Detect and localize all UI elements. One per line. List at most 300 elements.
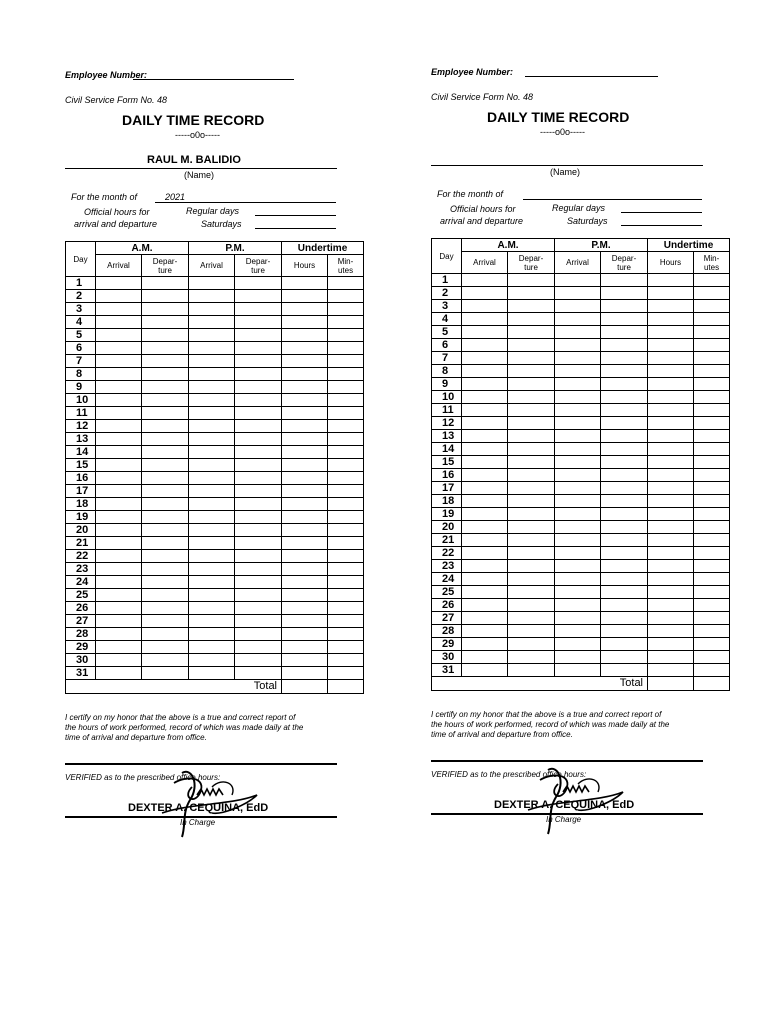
am-arrival-cell[interactable] xyxy=(96,316,142,329)
pm-departure-cell[interactable] xyxy=(235,576,282,589)
am-arrival-cell[interactable] xyxy=(462,430,508,443)
pm-arrival-cell[interactable] xyxy=(189,667,235,680)
undertime-minutes-cell[interactable] xyxy=(694,287,730,300)
undertime-minutes-cell[interactable] xyxy=(694,339,730,352)
pm-arrival-cell[interactable] xyxy=(555,482,601,495)
am-departure-cell[interactable] xyxy=(142,303,189,316)
undertime-hours-cell[interactable] xyxy=(648,625,694,638)
undertime-minutes-cell[interactable] xyxy=(694,443,730,456)
undertime-hours-cell[interactable] xyxy=(282,433,328,446)
undertime-minutes-cell[interactable] xyxy=(694,404,730,417)
am-arrival-cell[interactable] xyxy=(96,355,142,368)
am-departure-cell[interactable] xyxy=(142,524,189,537)
am-departure-cell[interactable] xyxy=(142,394,189,407)
am-departure-cell[interactable] xyxy=(142,654,189,667)
undertime-hours-cell[interactable] xyxy=(282,602,328,615)
am-departure-cell[interactable] xyxy=(508,339,555,352)
pm-departure-cell[interactable] xyxy=(235,563,282,576)
am-arrival-cell[interactable] xyxy=(96,537,142,550)
pm-departure-cell[interactable] xyxy=(601,651,648,664)
pm-departure-cell[interactable] xyxy=(601,300,648,313)
pm-arrival-cell[interactable] xyxy=(555,404,601,417)
undertime-minutes-cell[interactable] xyxy=(328,641,364,654)
am-arrival-cell[interactable] xyxy=(96,433,142,446)
undertime-hours-cell[interactable] xyxy=(648,365,694,378)
am-arrival-cell[interactable] xyxy=(462,352,508,365)
pm-arrival-cell[interactable] xyxy=(189,420,235,433)
undertime-hours-cell[interactable] xyxy=(648,352,694,365)
am-arrival-cell[interactable] xyxy=(462,300,508,313)
am-departure-cell[interactable] xyxy=(508,300,555,313)
total-hours-cell[interactable] xyxy=(648,677,694,691)
am-arrival-cell[interactable] xyxy=(462,456,508,469)
pm-departure-cell[interactable] xyxy=(235,641,282,654)
pm-departure-cell[interactable] xyxy=(235,277,282,290)
am-departure-cell[interactable] xyxy=(508,495,555,508)
am-arrival-cell[interactable] xyxy=(96,459,142,472)
am-arrival-cell[interactable] xyxy=(96,277,142,290)
am-arrival-cell[interactable] xyxy=(96,524,142,537)
undertime-hours-cell[interactable] xyxy=(282,654,328,667)
pm-departure-cell[interactable] xyxy=(235,303,282,316)
pm-arrival-cell[interactable] xyxy=(189,446,235,459)
pm-departure-cell[interactable] xyxy=(235,524,282,537)
pm-departure-cell[interactable] xyxy=(235,485,282,498)
pm-departure-cell[interactable] xyxy=(235,459,282,472)
pm-departure-cell[interactable] xyxy=(601,534,648,547)
pm-departure-cell[interactable] xyxy=(235,537,282,550)
undertime-minutes-cell[interactable] xyxy=(694,482,730,495)
am-arrival-cell[interactable] xyxy=(462,391,508,404)
am-departure-cell[interactable] xyxy=(142,511,189,524)
undertime-minutes-cell[interactable] xyxy=(694,274,730,287)
undertime-hours-cell[interactable] xyxy=(648,469,694,482)
undertime-minutes-cell[interactable] xyxy=(328,511,364,524)
pm-arrival-cell[interactable] xyxy=(555,365,601,378)
am-departure-cell[interactable] xyxy=(142,342,189,355)
am-departure-cell[interactable] xyxy=(508,326,555,339)
pm-departure-cell[interactable] xyxy=(601,443,648,456)
undertime-hours-cell[interactable] xyxy=(282,472,328,485)
am-departure-cell[interactable] xyxy=(508,378,555,391)
undertime-minutes-cell[interactable] xyxy=(328,329,364,342)
am-arrival-cell[interactable] xyxy=(96,498,142,511)
undertime-hours-cell[interactable] xyxy=(282,446,328,459)
am-arrival-cell[interactable] xyxy=(96,394,142,407)
pm-departure-cell[interactable] xyxy=(235,472,282,485)
pm-arrival-cell[interactable] xyxy=(189,277,235,290)
pm-arrival-cell[interactable] xyxy=(189,355,235,368)
pm-arrival-cell[interactable] xyxy=(189,459,235,472)
undertime-hours-cell[interactable] xyxy=(282,316,328,329)
pm-arrival-cell[interactable] xyxy=(555,430,601,443)
undertime-hours-cell[interactable] xyxy=(282,381,328,394)
am-departure-cell[interactable] xyxy=(142,589,189,602)
am-arrival-cell[interactable] xyxy=(462,339,508,352)
undertime-minutes-cell[interactable] xyxy=(694,612,730,625)
am-arrival-cell[interactable] xyxy=(96,329,142,342)
undertime-hours-cell[interactable] xyxy=(648,430,694,443)
undertime-hours-cell[interactable] xyxy=(282,407,328,420)
pm-arrival-cell[interactable] xyxy=(555,274,601,287)
undertime-hours-cell[interactable] xyxy=(282,615,328,628)
pm-arrival-cell[interactable] xyxy=(555,508,601,521)
undertime-hours-cell[interactable] xyxy=(282,576,328,589)
pm-arrival-cell[interactable] xyxy=(555,326,601,339)
am-arrival-cell[interactable] xyxy=(96,290,142,303)
am-arrival-cell[interactable] xyxy=(96,550,142,563)
pm-arrival-cell[interactable] xyxy=(555,638,601,651)
undertime-hours-cell[interactable] xyxy=(648,482,694,495)
regular-days-field[interactable] xyxy=(255,215,336,216)
am-arrival-cell[interactable] xyxy=(96,589,142,602)
am-departure-cell[interactable] xyxy=(142,381,189,394)
am-departure-cell[interactable] xyxy=(508,638,555,651)
am-departure-cell[interactable] xyxy=(142,368,189,381)
pm-arrival-cell[interactable] xyxy=(189,654,235,667)
undertime-minutes-cell[interactable] xyxy=(694,664,730,677)
undertime-minutes-cell[interactable] xyxy=(328,381,364,394)
pm-departure-cell[interactable] xyxy=(235,498,282,511)
pm-departure-cell[interactable] xyxy=(601,573,648,586)
pm-departure-cell[interactable] xyxy=(235,550,282,563)
am-arrival-cell[interactable] xyxy=(96,641,142,654)
pm-departure-cell[interactable] xyxy=(235,420,282,433)
am-departure-cell[interactable] xyxy=(508,612,555,625)
undertime-minutes-cell[interactable] xyxy=(328,589,364,602)
am-departure-cell[interactable] xyxy=(508,352,555,365)
am-departure-cell[interactable] xyxy=(142,459,189,472)
pm-arrival-cell[interactable] xyxy=(555,469,601,482)
undertime-minutes-cell[interactable] xyxy=(694,495,730,508)
pm-departure-cell[interactable] xyxy=(235,290,282,303)
pm-arrival-cell[interactable] xyxy=(555,664,601,677)
pm-departure-cell[interactable] xyxy=(601,469,648,482)
pm-arrival-cell[interactable] xyxy=(555,339,601,352)
undertime-minutes-cell[interactable] xyxy=(328,498,364,511)
am-departure-cell[interactable] xyxy=(508,625,555,638)
pm-departure-cell[interactable] xyxy=(235,628,282,641)
undertime-minutes-cell[interactable] xyxy=(328,433,364,446)
am-arrival-cell[interactable] xyxy=(96,407,142,420)
undertime-minutes-cell[interactable] xyxy=(694,638,730,651)
pm-arrival-cell[interactable] xyxy=(189,511,235,524)
undertime-minutes-cell[interactable] xyxy=(328,537,364,550)
pm-arrival-cell[interactable] xyxy=(189,537,235,550)
pm-arrival-cell[interactable] xyxy=(189,342,235,355)
undertime-hours-cell[interactable] xyxy=(648,651,694,664)
undertime-hours-cell[interactable] xyxy=(648,664,694,677)
undertime-minutes-cell[interactable] xyxy=(694,521,730,534)
am-arrival-cell[interactable] xyxy=(96,511,142,524)
am-arrival-cell[interactable] xyxy=(96,303,142,316)
am-departure-cell[interactable] xyxy=(508,313,555,326)
am-departure-cell[interactable] xyxy=(142,563,189,576)
undertime-hours-cell[interactable] xyxy=(282,303,328,316)
undertime-minutes-cell[interactable] xyxy=(694,391,730,404)
undertime-minutes-cell[interactable] xyxy=(694,534,730,547)
pm-arrival-cell[interactable] xyxy=(555,300,601,313)
undertime-hours-cell[interactable] xyxy=(648,274,694,287)
undertime-minutes-cell[interactable] xyxy=(328,550,364,563)
pm-arrival-cell[interactable] xyxy=(555,495,601,508)
undertime-hours-cell[interactable] xyxy=(282,420,328,433)
pm-arrival-cell[interactable] xyxy=(555,651,601,664)
pm-departure-cell[interactable] xyxy=(601,638,648,651)
total-hours-cell[interactable] xyxy=(282,680,328,694)
pm-arrival-cell[interactable] xyxy=(555,352,601,365)
pm-departure-cell[interactable] xyxy=(235,407,282,420)
pm-arrival-cell[interactable] xyxy=(189,485,235,498)
pm-arrival-cell[interactable] xyxy=(555,456,601,469)
pm-departure-cell[interactable] xyxy=(601,274,648,287)
am-arrival-cell[interactable] xyxy=(462,326,508,339)
am-arrival-cell[interactable] xyxy=(96,654,142,667)
undertime-hours-cell[interactable] xyxy=(648,495,694,508)
undertime-minutes-cell[interactable] xyxy=(328,563,364,576)
am-departure-cell[interactable] xyxy=(508,365,555,378)
pm-arrival-cell[interactable] xyxy=(555,287,601,300)
pm-arrival-cell[interactable] xyxy=(189,524,235,537)
am-arrival-cell[interactable] xyxy=(462,287,508,300)
undertime-hours-cell[interactable] xyxy=(282,524,328,537)
undertime-hours-cell[interactable] xyxy=(648,534,694,547)
undertime-minutes-cell[interactable] xyxy=(328,472,364,485)
undertime-hours-cell[interactable] xyxy=(648,612,694,625)
am-departure-cell[interactable] xyxy=(142,576,189,589)
undertime-minutes-cell[interactable] xyxy=(694,365,730,378)
am-departure-cell[interactable] xyxy=(142,433,189,446)
undertime-minutes-cell[interactable] xyxy=(694,560,730,573)
pm-departure-cell[interactable] xyxy=(601,664,648,677)
am-arrival-cell[interactable] xyxy=(462,625,508,638)
pm-arrival-cell[interactable] xyxy=(189,303,235,316)
pm-departure-cell[interactable] xyxy=(601,495,648,508)
pm-departure-cell[interactable] xyxy=(601,599,648,612)
pm-departure-cell[interactable] xyxy=(601,378,648,391)
name-line[interactable] xyxy=(431,165,703,166)
undertime-minutes-cell[interactable] xyxy=(694,586,730,599)
pm-departure-cell[interactable] xyxy=(235,511,282,524)
am-departure-cell[interactable] xyxy=(142,628,189,641)
am-departure-cell[interactable] xyxy=(508,456,555,469)
am-departure-cell[interactable] xyxy=(508,521,555,534)
pm-departure-cell[interactable] xyxy=(235,446,282,459)
undertime-hours-cell[interactable] xyxy=(648,287,694,300)
undertime-hours-cell[interactable] xyxy=(282,628,328,641)
am-arrival-cell[interactable] xyxy=(96,446,142,459)
am-departure-cell[interactable] xyxy=(508,391,555,404)
month-field[interactable] xyxy=(155,202,336,203)
am-departure-cell[interactable] xyxy=(508,547,555,560)
am-departure-cell[interactable] xyxy=(508,586,555,599)
am-arrival-cell[interactable] xyxy=(96,563,142,576)
am-departure-cell[interactable] xyxy=(508,651,555,664)
undertime-hours-cell[interactable] xyxy=(282,329,328,342)
pm-departure-cell[interactable] xyxy=(235,381,282,394)
am-departure-cell[interactable] xyxy=(508,274,555,287)
am-arrival-cell[interactable] xyxy=(462,508,508,521)
am-departure-cell[interactable] xyxy=(508,417,555,430)
pm-departure-cell[interactable] xyxy=(601,456,648,469)
undertime-minutes-cell[interactable] xyxy=(328,342,364,355)
saturdays-field[interactable] xyxy=(621,225,702,226)
am-departure-cell[interactable] xyxy=(508,287,555,300)
pm-departure-cell[interactable] xyxy=(601,612,648,625)
pm-arrival-cell[interactable] xyxy=(189,615,235,628)
am-arrival-cell[interactable] xyxy=(96,667,142,680)
undertime-hours-cell[interactable] xyxy=(648,404,694,417)
undertime-hours-cell[interactable] xyxy=(282,498,328,511)
undertime-hours-cell[interactable] xyxy=(648,417,694,430)
am-arrival-cell[interactable] xyxy=(462,274,508,287)
undertime-minutes-cell[interactable] xyxy=(694,469,730,482)
am-departure-cell[interactable] xyxy=(508,404,555,417)
pm-departure-cell[interactable] xyxy=(601,326,648,339)
pm-arrival-cell[interactable] xyxy=(189,316,235,329)
pm-arrival-cell[interactable] xyxy=(189,628,235,641)
am-arrival-cell[interactable] xyxy=(462,417,508,430)
am-arrival-cell[interactable] xyxy=(96,628,142,641)
am-arrival-cell[interactable] xyxy=(96,485,142,498)
undertime-hours-cell[interactable] xyxy=(282,394,328,407)
undertime-minutes-cell[interactable] xyxy=(694,300,730,313)
pm-departure-cell[interactable] xyxy=(601,391,648,404)
pm-departure-cell[interactable] xyxy=(601,430,648,443)
undertime-minutes-cell[interactable] xyxy=(694,313,730,326)
undertime-hours-cell[interactable] xyxy=(648,638,694,651)
undertime-hours-cell[interactable] xyxy=(648,586,694,599)
undertime-minutes-cell[interactable] xyxy=(328,290,364,303)
pm-departure-cell[interactable] xyxy=(601,625,648,638)
am-arrival-cell[interactable] xyxy=(462,651,508,664)
regular-days-field[interactable] xyxy=(621,212,702,213)
am-departure-cell[interactable] xyxy=(508,430,555,443)
am-departure-cell[interactable] xyxy=(142,316,189,329)
undertime-minutes-cell[interactable] xyxy=(694,625,730,638)
undertime-minutes-cell[interactable] xyxy=(328,368,364,381)
pm-departure-cell[interactable] xyxy=(235,329,282,342)
pm-arrival-cell[interactable] xyxy=(555,573,601,586)
am-departure-cell[interactable] xyxy=(508,443,555,456)
am-departure-cell[interactable] xyxy=(508,573,555,586)
pm-departure-cell[interactable] xyxy=(235,316,282,329)
am-departure-cell[interactable] xyxy=(508,534,555,547)
pm-departure-cell[interactable] xyxy=(235,368,282,381)
pm-arrival-cell[interactable] xyxy=(189,394,235,407)
undertime-hours-cell[interactable] xyxy=(282,589,328,602)
undertime-minutes-cell[interactable] xyxy=(694,378,730,391)
pm-arrival-cell[interactable] xyxy=(555,443,601,456)
undertime-hours-cell[interactable] xyxy=(648,326,694,339)
pm-departure-cell[interactable] xyxy=(235,654,282,667)
undertime-minutes-cell[interactable] xyxy=(328,485,364,498)
am-departure-cell[interactable] xyxy=(508,482,555,495)
am-departure-cell[interactable] xyxy=(508,664,555,677)
pm-departure-cell[interactable] xyxy=(601,560,648,573)
pm-arrival-cell[interactable] xyxy=(555,625,601,638)
undertime-minutes-cell[interactable] xyxy=(328,576,364,589)
pm-arrival-cell[interactable] xyxy=(555,547,601,560)
pm-arrival-cell[interactable] xyxy=(189,433,235,446)
am-departure-cell[interactable] xyxy=(508,560,555,573)
am-departure-cell[interactable] xyxy=(142,472,189,485)
pm-arrival-cell[interactable] xyxy=(189,290,235,303)
am-arrival-cell[interactable] xyxy=(462,313,508,326)
pm-arrival-cell[interactable] xyxy=(555,391,601,404)
am-departure-cell[interactable] xyxy=(142,485,189,498)
am-departure-cell[interactable] xyxy=(508,599,555,612)
undertime-hours-cell[interactable] xyxy=(282,368,328,381)
undertime-hours-cell[interactable] xyxy=(282,277,328,290)
am-arrival-cell[interactable] xyxy=(462,378,508,391)
am-departure-cell[interactable] xyxy=(508,469,555,482)
undertime-hours-cell[interactable] xyxy=(282,550,328,563)
undertime-hours-cell[interactable] xyxy=(282,641,328,654)
pm-arrival-cell[interactable] xyxy=(189,498,235,511)
undertime-minutes-cell[interactable] xyxy=(328,524,364,537)
undertime-minutes-cell[interactable] xyxy=(328,615,364,628)
undertime-hours-cell[interactable] xyxy=(282,355,328,368)
undertime-hours-cell[interactable] xyxy=(282,511,328,524)
undertime-hours-cell[interactable] xyxy=(282,667,328,680)
pm-departure-cell[interactable] xyxy=(601,586,648,599)
am-arrival-cell[interactable] xyxy=(462,469,508,482)
pm-departure-cell[interactable] xyxy=(601,352,648,365)
pm-arrival-cell[interactable] xyxy=(555,521,601,534)
am-arrival-cell[interactable] xyxy=(462,443,508,456)
pm-departure-cell[interactable] xyxy=(235,615,282,628)
am-arrival-cell[interactable] xyxy=(96,615,142,628)
am-departure-cell[interactable] xyxy=(142,355,189,368)
undertime-minutes-cell[interactable] xyxy=(328,628,364,641)
pm-departure-cell[interactable] xyxy=(601,404,648,417)
undertime-minutes-cell[interactable] xyxy=(694,573,730,586)
undertime-hours-cell[interactable] xyxy=(648,300,694,313)
undertime-minutes-cell[interactable] xyxy=(328,394,364,407)
am-departure-cell[interactable] xyxy=(142,641,189,654)
am-arrival-cell[interactable] xyxy=(462,365,508,378)
am-arrival-cell[interactable] xyxy=(462,573,508,586)
employee-number-field[interactable] xyxy=(133,79,294,80)
am-arrival-cell[interactable] xyxy=(462,482,508,495)
pm-departure-cell[interactable] xyxy=(601,508,648,521)
undertime-hours-cell[interactable] xyxy=(648,560,694,573)
am-departure-cell[interactable] xyxy=(142,329,189,342)
am-departure-cell[interactable] xyxy=(142,277,189,290)
undertime-hours-cell[interactable] xyxy=(648,521,694,534)
undertime-hours-cell[interactable] xyxy=(282,537,328,550)
undertime-minutes-cell[interactable] xyxy=(694,508,730,521)
undertime-hours-cell[interactable] xyxy=(648,508,694,521)
pm-arrival-cell[interactable] xyxy=(555,612,601,625)
pm-departure-cell[interactable] xyxy=(235,342,282,355)
undertime-hours-cell[interactable] xyxy=(648,391,694,404)
pm-arrival-cell[interactable] xyxy=(189,563,235,576)
pm-departure-cell[interactable] xyxy=(235,394,282,407)
undertime-minutes-cell[interactable] xyxy=(694,352,730,365)
pm-arrival-cell[interactable] xyxy=(189,589,235,602)
am-arrival-cell[interactable] xyxy=(96,576,142,589)
pm-departure-cell[interactable] xyxy=(601,547,648,560)
pm-arrival-cell[interactable] xyxy=(189,576,235,589)
am-arrival-cell[interactable] xyxy=(462,534,508,547)
pm-arrival-cell[interactable] xyxy=(555,586,601,599)
am-departure-cell[interactable] xyxy=(142,498,189,511)
am-departure-cell[interactable] xyxy=(142,550,189,563)
undertime-minutes-cell[interactable] xyxy=(328,303,364,316)
am-arrival-cell[interactable] xyxy=(462,664,508,677)
